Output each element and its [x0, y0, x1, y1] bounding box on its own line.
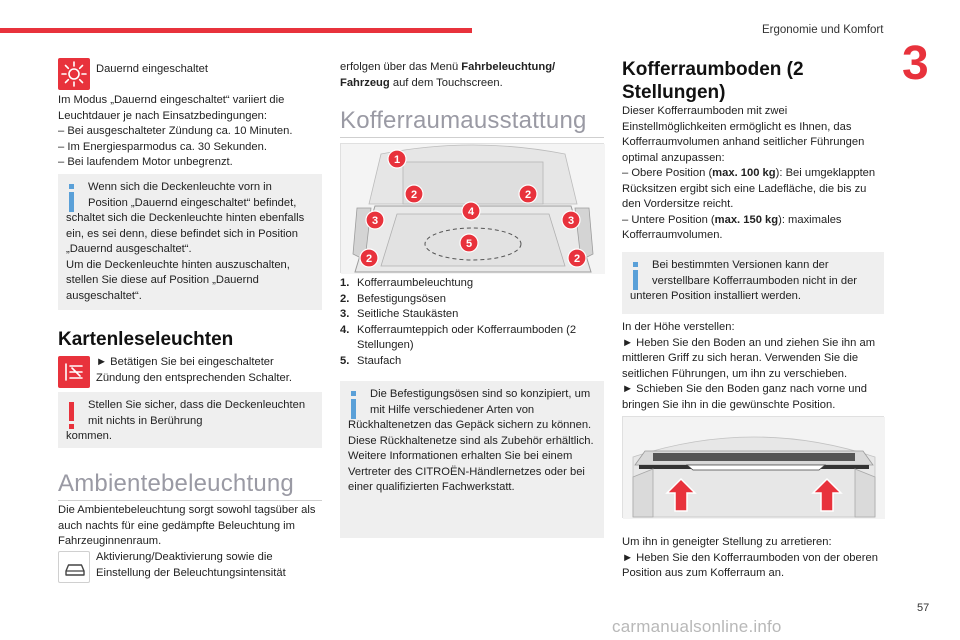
note-rest: unteren Position installiert werden. [630, 290, 802, 302]
legend-text: Befestigungsösen [357, 292, 446, 305]
light-permanent-icon [58, 58, 90, 90]
warning-lead: Stellen Sie sicher, dass die Deckenleuchten mit nichts in Berührung [88, 399, 306, 427]
divider [340, 137, 604, 138]
lower-position [622, 213, 884, 244]
legend-number: 2. [340, 292, 350, 305]
legend-text: Seitliche Staukästen [357, 308, 459, 320]
trunk-floor-photo [622, 416, 884, 518]
legend-item [340, 323, 602, 354]
permanent-item: – Bei ausgeschalteter Zündung ca. 10 Minuten. [58, 125, 293, 137]
reading-lights-text: ► Betätigen Sie bei eingeschalteter Zündung den entsprechenden Schalter. [96, 356, 292, 384]
callout-4: 4 [467, 206, 475, 218]
info-note-ceiling-light [58, 174, 322, 310]
callout-3: 3 [567, 215, 575, 227]
info-note-versions [622, 252, 884, 314]
trunk-photo [340, 143, 604, 273]
legend-text: Staufach [357, 354, 402, 367]
legend-text: Kofferraumteppich oder Kofferraumboden (2 Stellungen) [357, 323, 577, 351]
trunk-floor-text [622, 104, 884, 244]
note-lead: Die Befestigungsösen sind so konzipiert, um mit Hilfe verschiedener Arten von [370, 388, 591, 416]
permanent-text: Im Modus „Dauernd eingeschaltet“ variiert die Leuchtdauer je nach Einsatzbedingungen: [58, 94, 285, 122]
legend-number: 4. [340, 323, 350, 336]
upper-post: ): Bei umgeklappten Rücksitzen ergibt sich eine Ladefläche, die bis zu den Vordersitze reicht. [622, 167, 876, 210]
callout-1: 1 [393, 154, 401, 166]
warning-note [58, 392, 322, 448]
height-adjust-text: ► Heben Sie den Boden an und ziehen Sie ihn am mittleren Griff zu sich heran. Verwenden Sie die seitlichen Führungen, um ihn zu verschieben. ► Schieben Sie den Boden ganz nach vorne und bringen Sie ihn in die gewünschte Position. [622, 336, 876, 411]
section-title: Ergonomie und Komfort [762, 24, 884, 36]
callout-3: 3 [371, 215, 379, 227]
legend-item [340, 307, 602, 323]
callout-2: 2 [410, 189, 418, 201]
legend-item [340, 292, 602, 308]
height-adjust-title: In der Höhe verstellen: [622, 321, 735, 333]
trunk-equipment-title: Kofferraumausstattung [340, 107, 587, 134]
legend-item [340, 354, 602, 370]
ambient-lighting-title: Ambientebeleuchtung [58, 470, 294, 497]
menu-continuation [340, 60, 602, 91]
lower-pre: – Untere Position ( [622, 213, 715, 226]
upper-pre: – Obere Position ( [622, 167, 713, 179]
lower-post: ): maximales Kofferraumvolumen. [622, 213, 842, 241]
trunk-illustration [341, 144, 605, 274]
callout-2: 2 [573, 253, 581, 265]
permanent-item: – Bei laufendem Motor unbegrenzt. [58, 156, 233, 168]
reading-light-icon [58, 356, 90, 388]
permanent-text-block [58, 93, 320, 171]
trunk-floor-illustration [623, 417, 885, 519]
reading-lights-title: Kartenleseleuchten [58, 329, 234, 350]
chapter-number: 3 [902, 37, 929, 90]
legend-item [340, 276, 602, 292]
info-note-tie-downs [340, 381, 604, 538]
warning-icon [66, 402, 78, 430]
callout-5: 5 [465, 238, 473, 250]
info-icon [66, 184, 78, 212]
permanent-item: – Im Energiesparmodus ca. 30 Sekunden. [58, 140, 267, 153]
note-rest: Rückhaltenetzen das Gepäck sichern zu können. Diese Rückhaltenetze sind als Zubehör erhältlich. Weitere Informationen erhalten Sie bei einem Vertreter des CITROËN-Händlernetzes oder bei einer qualifizierten Fachwerkstatt. [348, 419, 594, 493]
legend-number: 1. [340, 277, 350, 289]
note-rest: schaltet sich die Deckenleuchte hinten ebenfalls ein, es sei denn, diese befindet sich in Position „Dauernd ausgeschaltet“. Um die Deckenleuchte hinten auszuschalten, stellen Sie diese auf Position „Dauernd ausgeschaltet“. [66, 212, 305, 302]
note-lead: Wenn sich die Deckenleuchte vorn in Position „Dauernd eingeschaltet“ befindet, [88, 181, 297, 209]
height-adjust-block [622, 320, 884, 413]
trunk-floor-title: Kofferraumboden (2 Stellungen) [622, 59, 804, 103]
divider [58, 500, 322, 501]
warning-rest: kommen. [66, 430, 113, 442]
continuation-pre: erfolgen über das Menü [340, 61, 462, 73]
legend-text: Kofferraumbeleuchtung [357, 277, 474, 289]
page-number: 57 [917, 602, 930, 614]
legend-number: 5. [340, 354, 350, 367]
legend-number: 3. [340, 308, 350, 320]
watermark: carmanualsonline.info [612, 617, 782, 636]
ambient-icon-text: Aktivierung/Deaktivierung sowie die Einstellung der Beleuchtungsintensität [96, 551, 286, 579]
trunk-floor-intro: Dieser Kofferraumboden mit zwei Einstellmöglichkeiten ermöglicht es Ihnen, das Kofferraumvolumen anhand seitlicher Führungen optimal anzupassen: [622, 105, 865, 164]
menu-path: Fahrbeleuchtung/ Fahrzeug [340, 61, 556, 89]
info-icon [630, 262, 642, 290]
ambient-text: Die Ambientebeleuchtung sorgt sowohl tagsüber als auch nachts für eine gedämpfte Beleuchtung im Fahrzeuginnenraum. [58, 504, 316, 547]
callout-2: 2 [365, 253, 373, 265]
header-accent-bar [0, 28, 472, 33]
lower-max: max. 150 kg [714, 213, 779, 226]
info-icon [348, 391, 360, 419]
upper-position [622, 166, 884, 213]
lock-tilted-text: Um ihn in geneigter Stellung zu arretieren: ► Heben Sie den Kofferraumboden von der oberen Position aus zum Kofferraum an. [622, 536, 878, 579]
trunk-legend [340, 276, 602, 369]
car-settings-icon [58, 551, 90, 583]
upper-max: max. 100 kg [712, 167, 776, 179]
note-lead: Bei bestimmten Versionen kann der verstellbare Kofferraumboden nicht in der [652, 259, 858, 287]
callout-2: 2 [524, 189, 532, 201]
permanent-label: Dauernd eingeschaltet [96, 63, 208, 75]
continuation-post: auf dem Touchscreen. [389, 76, 503, 89]
